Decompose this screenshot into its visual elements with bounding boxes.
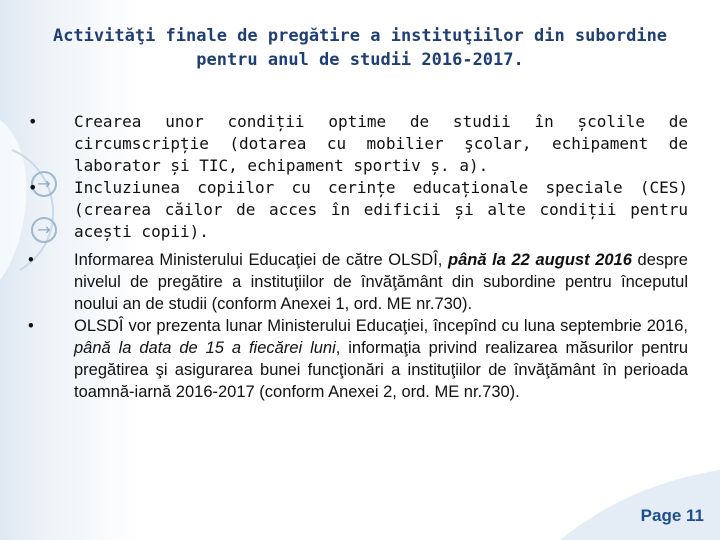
bullet-text: Informarea Ministerului Educaţiei de către OLSDÎ,: [74, 251, 448, 269]
bullet-item: [28, 177, 688, 243]
arrow-right-circle-icon: →: [31, 217, 57, 243]
background-corner: [560, 470, 720, 540]
bullet-text: OLSDÎ vor prezenta lunar Ministerului Educaţiei, începînd cu luna septembrie 2016,: [74, 317, 688, 335]
bullet-dot: •: [28, 317, 34, 335]
bullet-item: [28, 315, 688, 403]
bullet-list: [28, 111, 688, 403]
bullet-item: [28, 111, 688, 177]
bullet-item: [28, 249, 688, 315]
bullet-text: despre nivelul de pregătire a instituţiilor de învăţământ din subordine pentru începutul noului an de studii (conform Anexei 1, ord. ME nr.730).: [74, 251, 688, 313]
slide-title-line-1: Activităţi finale de pregătire a instituţiilor din subordine: [52, 26, 668, 46]
deadline-emphasis: până la 22 august 2016: [447, 251, 632, 269]
bullet-dot: •: [28, 112, 38, 131]
bullet-dot: •: [28, 178, 38, 197]
bullet-text: , informaţia privind realizarea măsurilor pentru pregătirea şi asigurarea bunei funcţionări a instituţiilor de învăţământ în perioada toamnă-iarnă 2016-2017 (conform Anexei 2, ord. ME nr.730).: [74, 339, 689, 401]
arrow-right-circle-icon: →: [31, 171, 57, 197]
deadline-emphasis: până la data de 15 a fiecărei luni: [74, 339, 336, 357]
bullet-dot: •: [28, 251, 34, 269]
slide-title-line-2: pentru anul de studii 2016-2017.: [196, 50, 524, 70]
bullet-text: Crearea unor condiții optime de studii în școlile de circumscripție (dotarea cu mobilier şcolar, echipament de laborator și TIC, echipament sportiv ș. a).: [74, 112, 688, 175]
bullet-text: Incluziunea copiilor cu cerințe educaționale speciale (CES)(crearea căilor de acces în edificii și alte condiții pentru acești copii).: [74, 178, 688, 241]
page-number: Page 11: [640, 506, 704, 525]
background-wave: [0, 120, 26, 280]
slide-title: [20, 24, 700, 72]
